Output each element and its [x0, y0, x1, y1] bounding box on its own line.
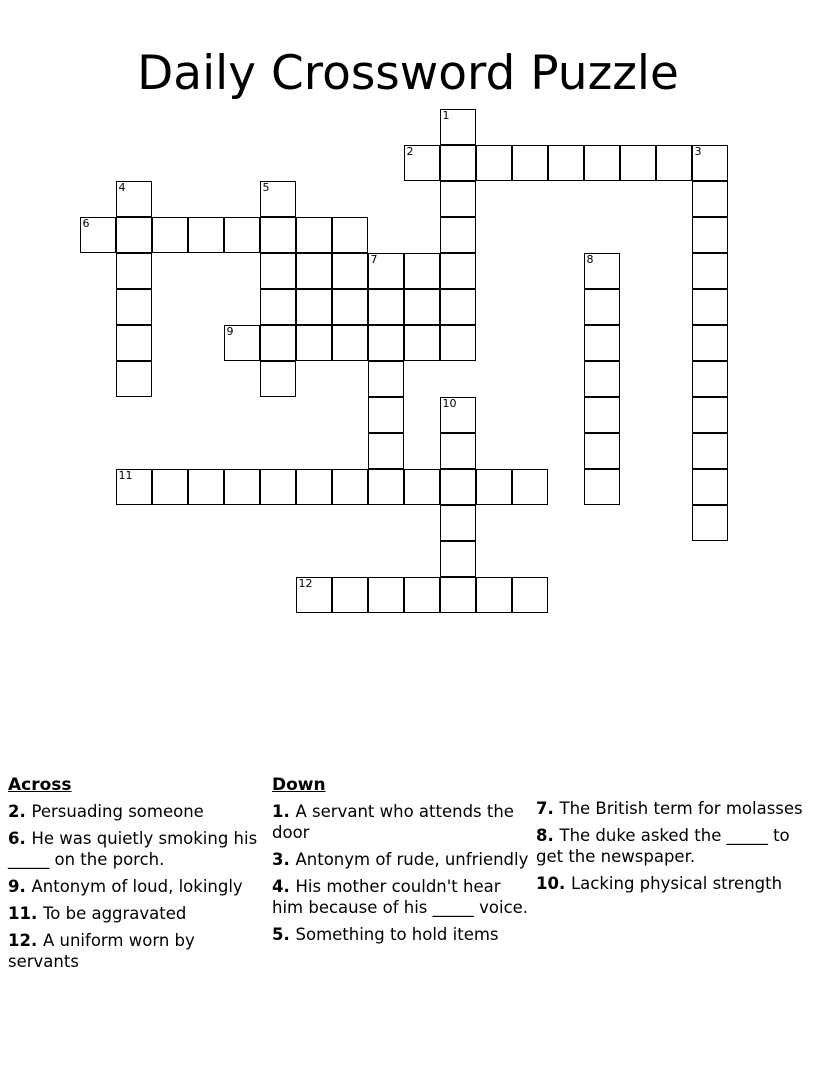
grid-cell[interactable]: [152, 217, 188, 253]
grid-cell[interactable]: [440, 397, 476, 433]
clue-number: 6.: [8, 829, 32, 848]
grid-cell[interactable]: [116, 253, 152, 289]
clue-text: Persuading someone: [31, 802, 204, 821]
grid-cell[interactable]: [584, 397, 620, 433]
grid-cell[interactable]: [440, 577, 476, 613]
clue-text: He was quietly smoking his _____ on the porch.: [8, 829, 258, 869]
grid-cell-number: 4: [118, 181, 126, 194]
grid-cell[interactable]: [116, 325, 152, 361]
clue-text: A uniform worn by servants: [8, 931, 195, 971]
grid-cell[interactable]: [692, 289, 728, 325]
clue-item: [8, 903, 266, 924]
grid-cell[interactable]: [692, 217, 728, 253]
grid-cell[interactable]: [116, 217, 152, 253]
grid-cell[interactable]: [116, 361, 152, 397]
grid-cell[interactable]: [440, 469, 476, 505]
down-clues-column-continued: [536, 775, 808, 900]
clue-text: Something to hold items: [295, 925, 499, 944]
clue-item: [272, 876, 530, 918]
grid-cell[interactable]: [692, 145, 728, 181]
grid-cell[interactable]: [404, 469, 440, 505]
grid-cell[interactable]: [368, 469, 404, 505]
across-heading: Across: [8, 775, 72, 795]
crossword-grid: [0, 109, 816, 749]
grid-cell[interactable]: [332, 469, 368, 505]
grid-cell-number: 9: [226, 325, 234, 338]
grid-cell[interactable]: [584, 469, 620, 505]
grid-cell-number: 6: [82, 217, 90, 230]
grid-cell[interactable]: [404, 577, 440, 613]
grid-cell[interactable]: [440, 181, 476, 217]
grid-cell[interactable]: [692, 325, 728, 361]
grid-cell[interactable]: [260, 469, 296, 505]
grid-cell[interactable]: [404, 289, 440, 325]
grid-cell[interactable]: [116, 289, 152, 325]
clue-number: 12.: [8, 931, 43, 950]
grid-cell[interactable]: [440, 217, 476, 253]
grid-cell[interactable]: [116, 181, 152, 217]
grid-cell-number: 1: [442, 109, 450, 122]
grid-cell[interactable]: [440, 289, 476, 325]
clue-item: [8, 801, 266, 822]
grid-cell[interactable]: [332, 289, 368, 325]
grid-cell[interactable]: [476, 145, 512, 181]
clue-number: 4.: [272, 877, 296, 896]
grid-cell[interactable]: [296, 577, 332, 613]
grid-cell[interactable]: [296, 325, 332, 361]
clue-item: [8, 930, 266, 972]
grid-cell[interactable]: [440, 541, 476, 577]
grid-cell[interactable]: [332, 217, 368, 253]
grid-cell[interactable]: [692, 469, 728, 505]
grid-cell[interactable]: [692, 253, 728, 289]
clue-item: [272, 849, 530, 870]
grid-cell[interactable]: [296, 253, 332, 289]
grid-cell-number: 5: [262, 181, 270, 194]
grid-cell-number: 10: [442, 397, 457, 410]
clue-number: 7.: [536, 799, 560, 818]
grid-cell[interactable]: [332, 253, 368, 289]
grid-cell[interactable]: [368, 397, 404, 433]
grid-cell[interactable]: [584, 289, 620, 325]
grid-cell-number: 2: [406, 145, 414, 158]
column-spacer: [536, 775, 808, 798]
clue-number: 3.: [272, 850, 296, 869]
grid-cell[interactable]: [224, 217, 260, 253]
grid-cell[interactable]: [260, 181, 296, 217]
grid-cell[interactable]: [368, 433, 404, 469]
clue-item: [272, 924, 530, 945]
grid-cell-number: 11: [118, 469, 133, 482]
grid-cell[interactable]: [404, 253, 440, 289]
clue-item: [272, 801, 530, 843]
clue-item: [536, 825, 808, 867]
clue-text: Antonym of rude, unfriendly: [295, 850, 529, 869]
grid-cell[interactable]: [440, 109, 476, 145]
clue-text: Antonym of loud, lokingly: [31, 877, 243, 896]
grid-cell[interactable]: [260, 217, 296, 253]
grid-cell[interactable]: [296, 289, 332, 325]
grid-cell[interactable]: [476, 469, 512, 505]
grid-cell[interactable]: [332, 325, 368, 361]
grid-cell[interactable]: [332, 577, 368, 613]
grid-cell[interactable]: [584, 325, 620, 361]
clue-text: The duke asked the _____ to get the newspaper.: [536, 826, 790, 866]
down-clues-column: [272, 775, 530, 951]
clue-text: A servant who attends the door: [272, 802, 514, 842]
grid-cell[interactable]: [692, 505, 728, 541]
clue-number: 1.: [272, 802, 296, 821]
grid-cell[interactable]: [692, 397, 728, 433]
clue-item: [8, 876, 266, 897]
grid-cell[interactable]: [512, 469, 548, 505]
grid-cell[interactable]: [440, 505, 476, 541]
grid-cell[interactable]: [224, 469, 260, 505]
grid-cell[interactable]: [188, 469, 224, 505]
grid-cell-number: 3: [694, 145, 702, 158]
grid-cell[interactable]: [692, 361, 728, 397]
grid-cell[interactable]: [584, 145, 620, 181]
clue-number: 5.: [272, 925, 296, 944]
grid-cell[interactable]: [368, 577, 404, 613]
grid-cell[interactable]: [368, 253, 404, 289]
grid-cell[interactable]: [584, 361, 620, 397]
clue-text: Lacking physical strength: [570, 874, 783, 893]
grid-cell[interactable]: [260, 325, 296, 361]
grid-cell[interactable]: [476, 577, 512, 613]
clue-text: To be aggravated: [42, 904, 187, 923]
page-title: Daily Crossword Puzzle: [137, 46, 679, 101]
across-clues-column: [8, 775, 266, 978]
grid-cell[interactable]: [224, 325, 260, 361]
grid-cell[interactable]: [116, 469, 152, 505]
grid-cell[interactable]: [404, 325, 440, 361]
grid-cell[interactable]: [368, 361, 404, 397]
clue-number: 9.: [8, 877, 32, 896]
clue-item: [8, 828, 266, 870]
grid-cell[interactable]: [584, 253, 620, 289]
clue-number: 11.: [8, 904, 43, 923]
grid-cell[interactable]: [260, 289, 296, 325]
grid-cell[interactable]: [440, 433, 476, 469]
down-heading: Down: [272, 775, 326, 795]
grid-cell[interactable]: [440, 145, 476, 181]
clues-section: [0, 775, 816, 1075]
clue-item: [536, 798, 808, 819]
grid-cell-number: 7: [370, 253, 378, 266]
grid-cell[interactable]: [368, 325, 404, 361]
grid-cell[interactable]: [260, 361, 296, 397]
clue-text: His mother couldn't hear him because of his _____ voice.: [272, 877, 529, 917]
grid-cell[interactable]: [440, 253, 476, 289]
grid-cell[interactable]: [440, 325, 476, 361]
grid-cell[interactable]: [548, 145, 584, 181]
grid-cell-number: 8: [586, 253, 594, 266]
grid-cell-number: 12: [298, 577, 313, 590]
grid-cell[interactable]: [512, 577, 548, 613]
clue-number: 8.: [536, 826, 560, 845]
grid-cell[interactable]: [512, 145, 548, 181]
grid-cell[interactable]: [656, 145, 692, 181]
grid-cell[interactable]: [692, 433, 728, 469]
grid-cell[interactable]: [152, 469, 188, 505]
clue-number: 2.: [8, 802, 32, 821]
grid-cell[interactable]: [368, 289, 404, 325]
grid-cell[interactable]: [692, 181, 728, 217]
clue-number: 10.: [536, 874, 571, 893]
grid-cell[interactable]: [296, 469, 332, 505]
grid-cell[interactable]: [188, 217, 224, 253]
grid-cell[interactable]: [584, 433, 620, 469]
clue-item: [536, 873, 808, 894]
grid-cell[interactable]: [80, 217, 116, 253]
grid-cell[interactable]: [260, 253, 296, 289]
clue-text: The British term for molasses: [559, 799, 803, 818]
grid-cell[interactable]: [620, 145, 656, 181]
grid-cell[interactable]: [404, 145, 440, 181]
grid-cell[interactable]: [296, 217, 332, 253]
